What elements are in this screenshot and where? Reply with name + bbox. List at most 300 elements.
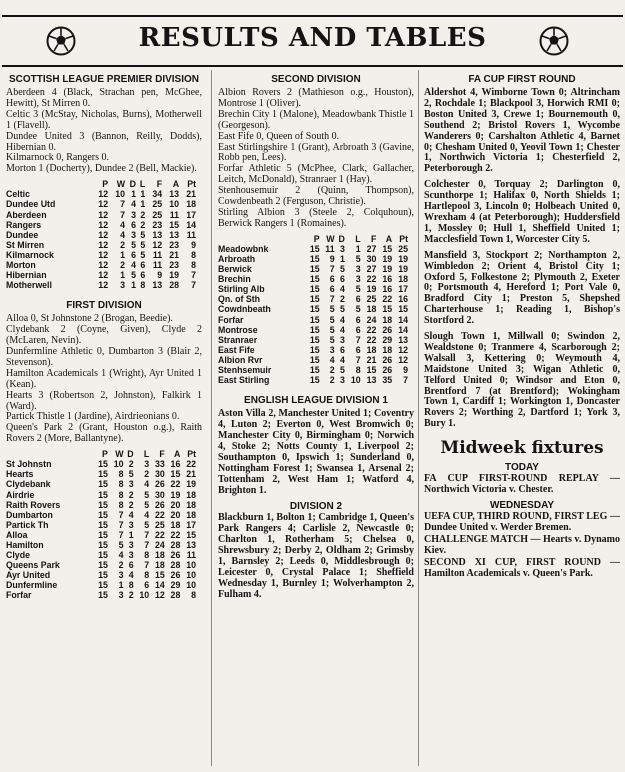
stat-cell: 15 <box>154 570 165 581</box>
table-row <box>6 220 196 230</box>
stat-cell: 6 <box>131 249 136 260</box>
stat-cell: 22 <box>170 479 181 490</box>
stat-cell: 6 <box>329 274 335 285</box>
stat-cell: 15 <box>186 529 196 540</box>
stat-cell: 2 <box>118 560 124 571</box>
stat-cell: 3 <box>329 344 335 355</box>
result-line: Morton 1 (Docherty), Dundee 2 (Bell, Mackie). <box>6 163 197 175</box>
stat-cell: 8 <box>140 280 146 291</box>
stat-cell: 4 <box>339 314 345 325</box>
stat-cell: 12 <box>98 249 109 260</box>
stat-cell: 27 <box>366 243 377 254</box>
column-second-english <box>218 72 414 606</box>
stat-cell: 23 <box>169 239 180 250</box>
stat-cell: 2 <box>140 219 146 230</box>
stat-cell: 5 <box>329 304 335 315</box>
stat-cell: 15 <box>309 354 320 365</box>
team-name-cell: Rangers <box>6 219 42 230</box>
stat-cell: 22 <box>382 294 393 305</box>
stat-cell: 15 <box>309 294 320 305</box>
header-cell: P <box>313 233 320 244</box>
premier-results <box>6 88 202 175</box>
stat-cell: 5 <box>355 253 361 264</box>
stat-cell: 4 <box>120 229 125 240</box>
stat-cell: 13 <box>186 540 196 550</box>
stat-cell: 21 <box>169 249 180 260</box>
stat-cell: 19 <box>382 264 393 275</box>
stat-cell: 26 <box>154 499 165 510</box>
stat-cell: 2 <box>120 239 125 250</box>
stat-cell: 2 <box>329 365 335 375</box>
header-cell: Pt <box>399 233 408 244</box>
stat-cell: 25 <box>152 209 163 220</box>
stat-cell: 7 <box>191 270 196 281</box>
stat-cell: 9 <box>403 365 408 375</box>
stat-cell: 17 <box>186 519 196 530</box>
header-cell <box>218 234 304 244</box>
team-name-cell: Stenhsemuir <box>218 365 272 375</box>
table-row <box>6 250 196 260</box>
header-cell: W <box>115 449 124 460</box>
stat-cell: 6 <box>144 580 150 591</box>
stat-cell: 4 <box>131 199 136 210</box>
stat-cell: 18 <box>366 304 377 315</box>
stat-cell: 12 <box>98 229 109 240</box>
stat-cell: 24 <box>366 314 377 325</box>
stat-cell: 5 <box>329 314 335 325</box>
stat-cell: 13 <box>152 229 163 240</box>
result-line: Forfar Athletic 5 (McPhee, Clark, Gallacher, Leitch, McDonald), Stranraer 1 (Hay). <box>218 163 414 186</box>
header-cell: L <box>143 449 150 460</box>
stat-cell: 1 <box>128 529 134 540</box>
stat-cell: 3 <box>118 590 124 601</box>
stat-cell: 22 <box>186 459 196 470</box>
fa-cup-results: Mansfield 3, Stockport 2; Northampton 2, Wimbledon 2; Orient 4, Bristol City 1; Oxford 5, Folkestone 2; Plymouth 2, Exeter 0; Portsmouth 4, Hereford 1; Port Vale 0, Bradford City 1; Preston 5, Shepshed Charterhouse 1; Reading 1, Bishop's Stortford 2. <box>424 249 620 327</box>
first-division-table <box>6 449 196 600</box>
stat-cell: 18 <box>382 314 393 325</box>
stat-cell: 18 <box>170 519 181 530</box>
stat-cell: 3 <box>144 459 150 470</box>
stat-cell: 12 <box>152 239 163 250</box>
table-row <box>6 560 196 570</box>
team-name-cell: Brechin <box>218 274 251 285</box>
result-line: Albion Rovers 2 (Mathieson o.g., Houston), Montrose 1 (Oliver). <box>218 87 414 109</box>
team-name-cell: Berwick <box>218 264 252 275</box>
stat-cell: 7 <box>118 529 124 540</box>
stat-cell: 10 <box>169 199 180 210</box>
table-row <box>6 510 196 520</box>
section-heading-second-division: SECOND DIVISION <box>271 74 361 85</box>
team-name-cell: Celtic <box>6 189 30 200</box>
stat-cell: 15 <box>382 304 393 315</box>
section-heading-fa-cup: FA CUP FIRST ROUND <box>468 74 576 85</box>
stat-cell: 28 <box>170 540 181 550</box>
stat-cell: 16 <box>382 274 393 285</box>
stat-cell: 6 <box>131 219 136 230</box>
fixture-item: SECOND XI CUP, FIRST ROUND — Hamilton Academicals v. Queen's Park. <box>424 556 620 579</box>
result-line: Aberdeen 4 (Black, Strachan pen, McGhee, Hewitt), St Mirren 0. <box>6 87 202 109</box>
table-row <box>218 375 408 385</box>
stat-cell: 2 <box>140 209 146 220</box>
table-header-row <box>218 234 408 244</box>
stat-cell: 25 <box>398 243 408 254</box>
stat-cell: 4 <box>118 550 124 561</box>
stat-cell: 30 <box>154 489 165 500</box>
stat-cell: 13 <box>366 375 377 386</box>
stat-cell: 15 <box>170 469 181 480</box>
stat-cell: 15 <box>382 243 393 254</box>
table-row <box>6 590 196 600</box>
stat-cell: 18 <box>154 550 165 561</box>
header-cell: P <box>102 449 108 460</box>
stat-cell: 20 <box>170 509 181 520</box>
stat-cell: 19 <box>398 253 408 264</box>
stat-cell: 12 <box>98 219 109 230</box>
stat-cell: 5 <box>355 304 361 315</box>
first-division-results <box>6 314 202 445</box>
team-name-cell: Meadowbnk <box>218 243 269 254</box>
stat-cell: 6 <box>355 314 361 325</box>
stat-cell: 7 <box>355 334 361 345</box>
header-cell: D <box>127 449 134 460</box>
stat-cell: 9 <box>157 270 163 281</box>
stat-cell: 15 <box>398 304 408 315</box>
stat-cell: 6 <box>339 274 345 285</box>
stat-cell: 15 <box>309 314 320 325</box>
column-scottish <box>6 72 202 611</box>
result-line: Kilmarnock 0, Rangers 0. <box>6 152 110 164</box>
stat-cell: 12 <box>98 199 109 210</box>
team-name-cell: Albion Rvr <box>218 354 263 365</box>
stat-cell: 6 <box>355 294 361 305</box>
stat-cell: 22 <box>366 324 377 335</box>
stat-cell: 26 <box>170 570 181 581</box>
stat-cell: 15 <box>309 253 320 264</box>
table-header-row <box>6 179 196 189</box>
stat-cell: 11 <box>152 249 163 260</box>
stat-cell: 15 <box>309 324 320 335</box>
team-name-cell: Raith Rovers <box>6 499 61 510</box>
stat-cell: 2 <box>329 375 335 386</box>
stat-cell: 1 <box>355 243 361 254</box>
stat-cell: 19 <box>398 264 408 275</box>
stat-cell: 15 <box>309 334 320 345</box>
team-name-cell: Aberdeen <box>6 209 47 220</box>
midweek-fixtures <box>424 438 620 579</box>
result-line: East Stirlingshire 1 (Grant), Arbroath 3 (Gavine, Robb pen, Lees). <box>218 141 414 164</box>
page-title: RESULTS AND TABLES <box>138 23 487 53</box>
stat-cell: 4 <box>131 260 136 270</box>
team-name-cell: Qn. of Sth <box>218 294 261 305</box>
stat-cell: 6 <box>339 344 345 355</box>
table-row <box>6 240 196 250</box>
stat-cell: 12 <box>98 189 109 200</box>
header-cell: A <box>172 179 180 190</box>
result-line: Alloa 0, St Johnstone 2 (Brogan, Beedie). <box>6 313 173 325</box>
team-name-cell: Hearts <box>6 469 34 480</box>
stat-cell: 26 <box>382 354 393 365</box>
stat-cell: 19 <box>366 284 377 295</box>
fa-cup-results: Aldershot 4, Wimborne Town 0; Altrincham 2, Rochdale 1; Blackpool 3, Horwich RMI 0; Boston United 3, Crewe 1; Bournemouth 0, Southend 2; Bristol Rovers 1, Wycombe Wanderers 0; Carshalton Athletic 4, Barnet 0; Chesham United 0, Yeovil Town 1; Chester 1, Northwich Victoria 1; Chesterfield 2, Peterborough 2. <box>424 87 620 175</box>
stat-cell: 21 <box>366 354 377 365</box>
stat-cell: 12 <box>98 280 109 291</box>
column-fa-cup <box>424 72 620 580</box>
stat-cell: 8 <box>118 469 124 480</box>
stat-cell: 26 <box>382 365 393 375</box>
stat-cell: 11 <box>325 243 335 254</box>
stat-cell: 19 <box>382 253 393 264</box>
stat-cell: 4 <box>120 219 125 230</box>
table-row <box>218 355 408 365</box>
stat-cell: 9 <box>329 253 335 264</box>
stat-cell: 15 <box>309 274 320 285</box>
stat-cell: 19 <box>186 479 196 490</box>
stat-cell: 26 <box>170 550 181 561</box>
table-row <box>6 469 196 479</box>
stat-cell: 1 <box>120 249 125 260</box>
table-row <box>6 210 196 220</box>
stat-cell: 6 <box>355 324 361 335</box>
stat-cell: 5 <box>140 239 146 250</box>
stat-cell: 18 <box>186 199 196 210</box>
stat-cell: 4 <box>128 570 134 581</box>
result-line: Clydebank 2 (Coyne, Given), Clyde 2 (McLaren, Nevin). <box>6 324 202 347</box>
stat-cell: 18 <box>186 499 196 510</box>
header-cell: P <box>102 179 109 190</box>
results-banner <box>2 15 623 67</box>
team-name-cell: Dumbarton <box>6 509 53 520</box>
stat-cell: 7 <box>120 199 125 210</box>
stat-cell: 15 <box>98 580 108 591</box>
table-row <box>6 280 196 290</box>
stat-cell: 27 <box>366 264 377 275</box>
section-heading-div2: DIVISION 2 <box>289 501 343 513</box>
table-row <box>6 270 196 280</box>
stat-cell: 3 <box>355 264 361 275</box>
table-row <box>218 254 408 264</box>
stat-cell: 22 <box>170 529 181 540</box>
stat-cell: 14 <box>398 324 408 335</box>
stat-cell: 5 <box>329 324 335 335</box>
stat-cell: 12 <box>98 209 109 220</box>
header-cell: L <box>355 233 361 244</box>
stat-cell: 7 <box>329 294 335 305</box>
result-line: Queen's Park 2 (Grant, Houston o.g.), Raith Rovers 2 (More, Ballantyne). <box>6 422 202 445</box>
english-div2-results: Blackburn 1, Bolton 1; Cambridge 1, Queen's Park Rangers 4; Carlisle 2, Newcastle 0; Charlton 1, Rotherham 5; Chelsea 0, Shrewsbury 2; Derby 2, Oldham 2; Grimsby 1, Barnsley 2; Leeds 0, Middlesbrough 0; Leicester 0, Crystal Palace 1; Sheffield Wednesday 1, Burnley 1; Wolverhampton 2, Fulham 4. <box>218 512 414 600</box>
stat-cell: 3 <box>128 519 134 530</box>
team-name-cell: Ayr United <box>6 570 51 581</box>
stat-cell: 15 <box>98 499 108 510</box>
column-divider <box>418 70 419 766</box>
stat-cell: 7 <box>144 529 150 540</box>
team-name-cell: Alloa <box>6 529 28 540</box>
stat-cell: 5 <box>118 540 124 550</box>
stat-cell: 13 <box>398 334 408 345</box>
stat-cell: 22 <box>154 509 165 520</box>
stat-cell: 25 <box>366 294 377 305</box>
table-row <box>6 550 196 560</box>
team-name-cell: Partick Th <box>6 519 49 530</box>
header-cell: F <box>156 179 163 190</box>
stat-cell: 3 <box>120 280 125 291</box>
stat-cell: 30 <box>366 253 377 264</box>
fixture-item: FA CUP FIRST-ROUND REPLAY — Northwich Victoria v. Chester. <box>424 473 620 496</box>
stat-cell: 18 <box>186 509 196 520</box>
stat-cell: 15 <box>98 540 108 550</box>
stat-cell: 15 <box>309 375 320 386</box>
stat-cell: 5 <box>339 264 345 275</box>
stat-cell: 5 <box>131 239 136 250</box>
stat-cell: 15 <box>98 489 108 500</box>
stat-cell: 34 <box>152 189 163 200</box>
team-name-cell: Clydebank <box>6 479 51 490</box>
stat-cell: 18 <box>366 344 377 355</box>
stat-cell: 8 <box>191 590 196 601</box>
stat-cell: 7 <box>144 560 150 571</box>
stat-cell: 3 <box>339 243 345 254</box>
table-row <box>6 520 196 530</box>
stat-cell: 3 <box>128 540 134 550</box>
stat-cell: 6 <box>140 270 146 281</box>
stat-cell: 28 <box>170 560 181 571</box>
stat-cell: 2 <box>128 489 134 500</box>
table-row <box>218 315 408 325</box>
table-row <box>218 244 408 254</box>
stat-cell: 3 <box>339 334 345 345</box>
stat-cell: 8 <box>355 365 361 375</box>
stat-cell: 15 <box>309 304 320 315</box>
table-row <box>6 570 196 580</box>
table-row <box>218 335 408 345</box>
team-name-cell: Dundee <box>6 229 39 240</box>
table-row <box>218 264 408 274</box>
stat-cell: 7 <box>403 375 408 386</box>
stat-cell: 18 <box>154 560 165 571</box>
stat-cell: 21 <box>186 189 196 200</box>
stat-cell: 8 <box>191 260 196 270</box>
team-name-cell: Dunfermline <box>6 580 58 591</box>
fixture-day-today: TODAY <box>505 462 539 474</box>
stat-cell: 9 <box>191 239 196 250</box>
stat-cell: 15 <box>98 459 108 470</box>
stat-cell: 17 <box>186 209 196 220</box>
fixture-item: CHALLENGE MATCH — Hearts v. Dynamo Kiev. <box>424 533 620 556</box>
header-cell: A <box>173 449 181 460</box>
stat-cell: 2 <box>128 499 134 510</box>
stat-cell: 20 <box>170 499 181 510</box>
result-line: Partick Thistle 1 (Jardine), Airdrieonians 0. <box>6 411 180 423</box>
team-name-cell: Hibernian <box>6 270 47 281</box>
stat-cell: 15 <box>98 590 108 601</box>
result-line: Hearts 3 (Robertson 2, Johnston), Falkirk 1 (Ward). <box>6 389 202 412</box>
stat-cell: 1 <box>120 270 125 281</box>
team-name-cell: Forfar <box>6 590 32 601</box>
stat-cell: 18 <box>382 344 393 355</box>
section-heading-midweek: Midweek fixtures <box>440 438 604 459</box>
header-cell: W <box>326 233 335 244</box>
stat-cell: 5 <box>339 304 345 315</box>
stat-cell: 15 <box>309 365 320 375</box>
stat-cell: 7 <box>355 354 361 365</box>
stat-cell: 15 <box>98 560 108 571</box>
stat-cell: 11 <box>169 209 180 220</box>
stat-cell: 11 <box>152 260 163 270</box>
stat-cell: 26 <box>382 324 393 335</box>
stat-cell: 15 <box>309 344 320 355</box>
stat-cell: 1 <box>131 280 136 291</box>
stat-cell: 12 <box>98 239 109 250</box>
stat-cell: 17 <box>398 284 408 295</box>
stat-cell: 1 <box>118 580 124 591</box>
stat-cell: 15 <box>309 243 320 254</box>
team-name-cell: Hamilton <box>6 540 44 550</box>
stat-cell: 15 <box>98 529 108 540</box>
stat-cell: 5 <box>140 229 146 240</box>
stat-cell: 3 <box>131 229 136 240</box>
fixture-day-wednesday: WEDNESDAY <box>489 500 555 511</box>
stat-cell: 5 <box>339 365 345 375</box>
second-division-table <box>218 234 408 385</box>
stat-cell: 15 <box>98 509 108 520</box>
stat-cell: 14 <box>398 314 408 325</box>
column-divider <box>211 70 212 766</box>
stat-cell: 1 <box>140 189 146 200</box>
header-cell: L <box>139 179 146 190</box>
fa-cup-results: Colchester 0, Torquay 2; Darlington 0, Scunthorpe 1; Halifax 0, North Shields 1; Hartlepool 3, Lincoln 0; Holbeach United 0, Wrexham 4 (at Peterborough); Huddersfield 1, Mossley 0; Hull 1, Sheffield United 1; Macclesfield Town 1, Worcester City 5. <box>424 179 620 245</box>
stat-cell: 11 <box>186 550 196 561</box>
stat-cell: 6 <box>329 284 335 295</box>
stat-cell: 24 <box>154 540 165 550</box>
stat-cell: 6 <box>355 344 361 355</box>
stat-cell: 19 <box>169 270 180 281</box>
stat-cell: 8 <box>144 570 150 581</box>
team-name-cell: Forfar <box>218 314 244 325</box>
stat-cell: 5 <box>329 334 335 345</box>
stat-cell: 2 <box>339 294 345 305</box>
stat-cell: 18 <box>186 489 196 500</box>
stat-cell: 10 <box>186 560 196 571</box>
table-row <box>6 199 196 209</box>
team-name-cell: Clyde <box>6 550 30 561</box>
stat-cell: 4 <box>339 284 345 295</box>
table-header-row <box>6 449 196 459</box>
section-heading-english-div1: ENGLISH LEAGUE DIVISION 1 <box>244 395 388 407</box>
header-cell: D <box>338 233 345 244</box>
stat-cell: 22 <box>154 529 165 540</box>
stat-cell: 15 <box>366 365 377 375</box>
stat-cell: 4 <box>329 354 335 365</box>
stat-cell: 8 <box>128 580 134 591</box>
team-name-cell: Kilmarnock <box>6 249 54 260</box>
stat-cell: 3 <box>118 570 124 581</box>
stat-cell: 2 <box>128 459 134 470</box>
stat-cell: 18 <box>398 274 408 285</box>
result-line: Stenhousemuir 2 (Quinn, Thompson), Cowdenbeath 2 (Ferguson, Christie). <box>218 185 414 208</box>
team-name-cell: St Mirren <box>6 239 45 250</box>
result-line: Celtic 3 (McStay, Nicholas, Burns), Motherwell 1 (Flavell). <box>6 108 202 131</box>
stat-cell: 25 <box>154 519 165 530</box>
stat-cell: 2 <box>128 590 134 601</box>
team-name-cell: Dundee Utd <box>6 199 56 210</box>
stat-cell: 6 <box>128 560 134 571</box>
stat-cell: 13 <box>169 229 180 240</box>
stat-cell: 7 <box>191 280 196 291</box>
header-cell <box>6 179 91 189</box>
stat-cell: 10 <box>113 459 124 470</box>
header-cell: D <box>129 179 136 190</box>
stat-cell: 35 <box>382 375 393 386</box>
stat-cell: 3 <box>128 479 134 490</box>
